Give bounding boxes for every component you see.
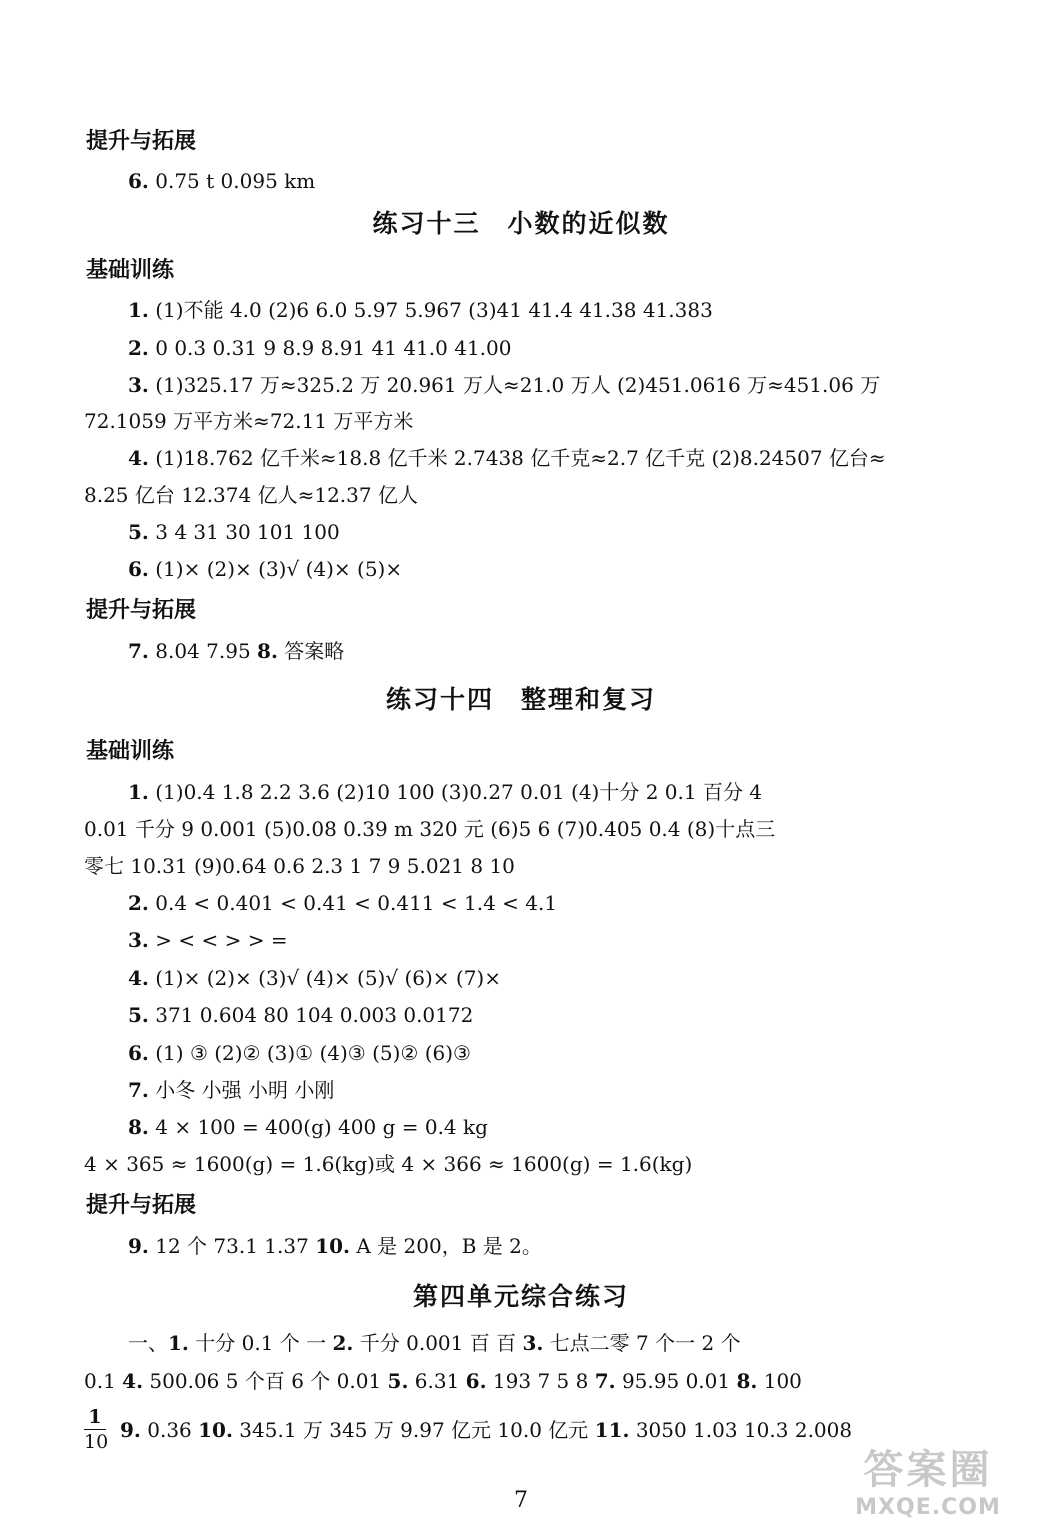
answer-line: 4. (1)18.762 亿千米≈18.8 亿千米 2.7438 亿千克≈2.7 亿千克 (2)8.24507 亿台≈ <box>128 446 886 470</box>
answer-line: 8. 4 × 100 = 400(g) 400 g = 0.4 kg <box>128 1115 488 1139</box>
watermark-text: 答案圈 <box>863 1447 993 1493</box>
answer-line: 6. (1) ③ (2)② (3)① (4)③ (5)② (6)③ <box>128 1041 471 1065</box>
answer-line: 一、1. 十分 0.1 个 一 2. 千分 0.001 百 百 3. 七点二零 7 个一 2 个 <box>128 1331 741 1355</box>
page-number: 7 <box>514 1488 528 1513</box>
answer-line-continued: 72.1059 万平方米≈72.11 万平方米 <box>84 409 414 433</box>
answer-line: 7. 小冬 小强 小明 小刚 <box>128 1078 335 1102</box>
answer-line: 4. (1)× (2)× (3)√ (4)× (5)√ (6)× (7)× <box>128 966 501 990</box>
answer-line-continued: 零七 10.31 (9)0.64 0.6 2.3 1 7 9 5.021 8 10 <box>84 854 515 878</box>
section-heading-extension: 提升与拓展 <box>86 598 197 623</box>
section-heading-extension: 提升与拓展 <box>86 129 197 154</box>
answer-line: 6. (1)× (2)× (3)√ (4)× (5)× <box>128 557 403 581</box>
answer-line-continued: 0.01 千分 9 0.001 (5)0.08 0.39 m 320 元 (6)5 6 (7)0.405 0.4 (8)十点三 <box>84 817 776 841</box>
section-heading-extension: 提升与拓展 <box>86 1193 197 1218</box>
answer-line: 6. 0.75 t 0.095 km <box>128 169 316 193</box>
exercise-title: 练习十三 小数的近似数 <box>372 209 670 238</box>
answer-line: 5. 3 4 31 30 101 100 <box>128 520 340 544</box>
answer-line: 1. (1)0.4 1.8 2.2 3.6 (2)10 100 (3)0.27 0.01 (4)十分 2 0.1 百分 4 <box>128 780 763 804</box>
answer-line: 2. 0 0.3 0.31 9 8.9 8.91 41 41.0 41.00 <box>128 336 512 360</box>
answer-line: 1. (1)不能 4.0 (2)6 6.0 5.97 5.967 (3)41 41.4 41.38 41.383 <box>128 298 713 322</box>
fraction-denominator: 10 <box>84 1431 109 1453</box>
watermark-logo <box>828 1446 1028 1530</box>
answer-line: 5. 371 0.604 80 104 0.003 0.0172 <box>128 1003 474 1027</box>
answer-line: 3. > < < > > = <box>128 928 288 952</box>
answer-line: 9. 12 个 73.1 1.37 10. A 是 200，B 是 2。 <box>128 1234 542 1258</box>
answer-line-continued: 8.25 亿台 12.374 亿人≈12.37 亿人 <box>84 483 418 507</box>
answer-line: 7. 8.04 7.95 8. 答案略 <box>128 639 345 663</box>
section-heading-basic: 基础训练 <box>86 258 175 283</box>
unit-review-title: 第四单元综合练习 <box>412 1282 629 1311</box>
answer-line-continued: 0.1 4. 500.06 5 个百 6 个 0.01 5. 6.31 6. 193 7 5 8 7. 95.95 0.01 8. 100 <box>84 1369 802 1393</box>
answer-line-continued: 4 × 365 ≈ 1600(g) = 1.6(kg)或 4 × 366 ≈ 1600(g) = 1.6(kg) <box>84 1152 693 1176</box>
answer-line-continued: 9. 0.36 10. 345.1 万 345 万 9.97 亿元 10.0 亿元 11. 3050 1.03 10.3 2.008 <box>120 1418 853 1442</box>
answer-line: 3. (1)325.17 万≈325.2 万 20.961 万人≈21.0 万人 (2)451.0616 万≈451.06 万 <box>128 373 881 397</box>
exercise-title: 练习十四 整理和复习 <box>385 685 656 714</box>
fraction-one-tenth <box>84 1406 109 1453</box>
section-heading-basic: 基础训练 <box>86 739 175 764</box>
answer-line: 2. 0.4 < 0.401 < 0.41 < 0.411 < 1.4 < 4.1 <box>128 891 558 915</box>
fraction-numerator: 1 <box>84 1406 106 1430</box>
watermark-url: MXQE.COM <box>855 1495 1001 1520</box>
